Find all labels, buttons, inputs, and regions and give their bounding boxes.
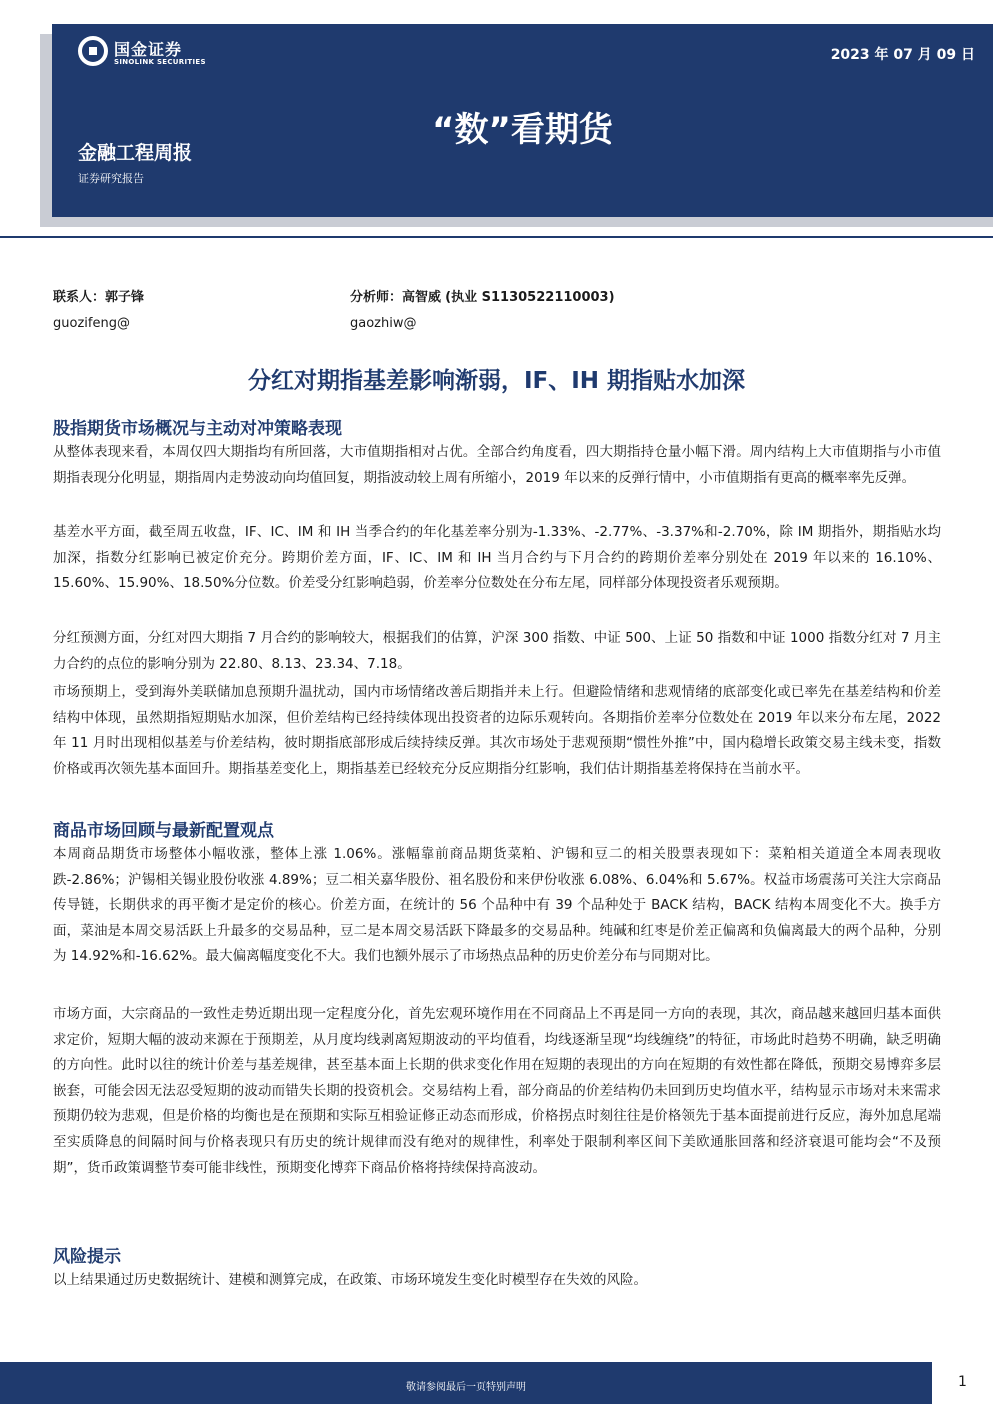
liaison-name: 郭子锋 [105, 290, 145, 305]
analyst-license: (执业 S1130522110003) [445, 290, 615, 305]
report-date: 2023 年 07 月 09 日 [830, 47, 975, 63]
logo-en-text: SINOLINK SECURITIES [114, 58, 206, 66]
paragraph: 以上结果通过历史数据统计、建模和测算完成，在政策、市场环境发生变化时模型存在失效的风险。 [53, 1272, 647, 1288]
analyst-name: 高智威 [402, 290, 442, 305]
paragraph: 基差水平方面，截至周五收盘，IF、IC、IM 和 IH 当季合约的年化基差率分别为-1.33%、-2.77%、-3.37%和-2.70%，除 IM 期指外，期指贴水均加深，指数分红影响已被定价充分。跨期价差方面，IF、IC、IM 和 IH 当月合约与下月合约的跨期价差率分别处在 2019 年以来的 16.10%、15.60%、15.90%、18.50%分位数。价差受分红影响趋弱，价差率分位数处在分布左尾，同样部分体现投资者乐观预期。 [53, 524, 941, 592]
header-divider [0, 236, 993, 238]
report-type: 证券研究报告 [78, 172, 144, 185]
report-series: 金融工程周报 [78, 142, 193, 164]
paragraph: 市场预期上，受到海外美联储加息预期升温扰动，国内市场情绪改善后期指并未上行。但避险情绪和悲观情绪的底部变化或已率先在基差结构和价差结构中体现，虽然期指短期贴水加深，但价差结构已经持续体现出投资者的边际乐观转向。各期指价差率分位数处在 2019 年以来分布左尾，2022 年 11 月时出现相似基差与价差结构，彼时期指底部形成后续持续反弹。其次市场处于悲观预期“惯性外推”中，国内稳增长政策交易主线未变，指数价格或再次领先基本面回升。期指基差变化上，期指基差已经较充分反应期指分红影响，我们估计期指基差将保持在当前水平。 [53, 684, 941, 777]
paragraph: 市场方面，大宗商品的一致性走势近期出现一定程度分化，首先宏观环境作用在不同商品上不再是同一方向的表现，其次，商品越来越回归基本面供求定价，短期大幅的波动来源在于预期差，从月度均线剥离短期波动的平均值看，均线逐渐呈现“均线缠绕”的特征，市场此时趋势不明确，缺乏明确的方向性。此时以往的统计价差与基差规律，甚至基本面上长期的供求变化作用在短期的表现出的方向在短期的有效性都在降低，预期交易博弈多层嵌套，可能会因无法忍受短期的波动而错失长期的投资机会。交易结构上看，部分商品的价差结构仍未回到历史均值水平，结构显示市场对未来需求预期仍较为悲观，但是价格的均衡也是在预期和实际互相验证修正动态而形成，价格拐点时刻往往是价格领先于基本面提前进行反应，海外加息尾端至实质降息的间隔时间与价格表现只有历史的统计规律而没有绝对的规律性，利率处于限制利率区间下美欧通胀回落和经济衰退可能均会“不及预期”，货币政策调整节奏可能非线性，预期变化博弈下商品价格将持续保持高波动。 [53, 1006, 941, 1176]
page-number: 1 [958, 1374, 967, 1390]
company-logo [78, 34, 238, 74]
analyst-label: 分析师： [350, 290, 403, 305]
logo-cn-text: 国金证券 [114, 40, 183, 59]
section-title-commodities: 商品市场回顾与最新配置观点 [53, 821, 274, 841]
paragraph: 本周商品期货市场整体小幅收涨，整体上涨 1.06%。涨幅靠前商品期货菜粕、沪锡和豆二的相关股票表现如下：菜粕相关道道全本周表现收跌-2.86%；沪锡相关锡业股份收涨 4.89%；豆二相关嘉华股份、祖名股份和来伊份收涨 6.08%、6.04%和 5.67%。权益市场震荡可关注大宗商品传导链，长期供求的再平衡才是定价的核心。价差方面，在统计的 56 个品种中有 39 个品种处于 BACK 结构，BACK 结构本周变化不大。换手方面，菜油是本周交易活跃上升最多的交易品种，豆二是本周交易活跃下降最多的交易品种。纯碱和红枣是价差正偏离和负偏离最大的两个品种，分别为 14.92%和-16.62%。最大偏离幅度变化不大。我们也额外展示了市场热点品种的历史价差分布与同期对比。 [53, 846, 941, 965]
report-header [52, 24, 993, 217]
analyst-line [350, 286, 615, 305]
liaison-email[interactable]: guozifeng@ [53, 316, 130, 331]
footer-disclaimer: 敬请参阅最后一页特别声明 [406, 1382, 526, 1393]
report-title: “数”看期货 [432, 110, 613, 150]
paragraph: 从整体表现来看，本周仅四大期指均有所回落，大市值期指相对占优。全部合约角度看，四大期指持仓量小幅下滑。周内结构上大市值期指与小市值期指表现分化明显，期指周内走势波动向均值回复，期指波动较上周有所缩小，2019 年以来的反弹行情中，小市值期指有更高的概率率先反弹。 [53, 444, 941, 486]
analyst-email[interactable]: gaozhiw@ [350, 316, 417, 331]
section-title-index-futures: 股指期货市场概况与主动对冲策略表现 [53, 419, 342, 439]
main-headline: 分红对期指基差影响渐弱，IF、IH 期指贴水加深 [247, 368, 746, 394]
section-title-risk: 风险提示 [53, 1247, 121, 1267]
paragraph: 分红预测方面，分红对四大期指 7 月合约的影响较大，根据我们的估算，沪深 300 指数、中证 500、上证 50 指数和中证 1000 指数分红对 7 月主力合约的点位的影响分别为 22.80、8.13、23.34、7.18。 [53, 630, 941, 672]
sinolink-logo-icon [78, 36, 108, 66]
liaison-line [53, 286, 144, 305]
liaison-label: 联系人： [53, 290, 106, 305]
